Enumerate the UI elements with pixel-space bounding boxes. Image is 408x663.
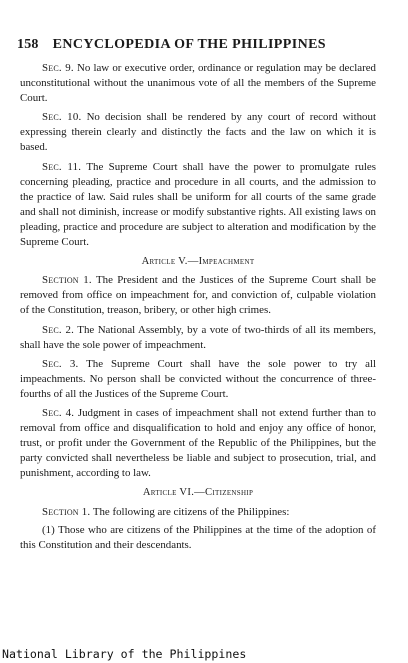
section-label: Sec. 9. [42,62,74,74]
section-paragraph [20,406,376,481]
page-header [17,35,397,53]
running-head: ENCYCLOPEDIA OF THE PHILIPPINES [52,37,326,52]
clause-label: (1) [42,523,55,536]
section-text: The Supreme Court shall have the power to promulgate rules concerning pleading, practice and procedure in all courts, and the admission to the practice of law. Said rules shall be uniform for all courts of the same grade and shall not diminish, increase or modify substantive rights. All existing laws on pleading, practice and procedure are subject to alteration and modification by the Supreme Court. [20,160,376,249]
section-text: The National Assembly, by a vote of two-thirds of all its members, shall have the sole power of impeachment. [20,323,376,351]
section-label: Sec. 10. [42,111,82,124]
section-paragraph [20,505,376,520]
clause-paragraph [20,523,376,553]
article-title: —Citizenship [194,487,254,499]
section-label: Section 1. [42,505,91,518]
section-label: Sec. 3. [42,357,79,370]
section-text: The President and the Justices of the Supreme Court shall be removed from office on impeachment for, and conviction of, culpable violation of the Constitution, treason, bribery, or other high crimes. [20,274,377,317]
page-body [20,61,376,557]
section-label: Sec. 4. [42,406,75,419]
article-title: —Impeachment [187,256,255,268]
clause-text: Those who are citizens of the Philippines at the time of the adoption of this Constitution and their descendants. [20,523,377,551]
section-text: The Supreme Court shall have the sole power to try all impeachments. No person shall be convicted without the concurrence of three-fourths of all the Justices of the Supreme Court. [20,357,377,400]
section-text: No law or executive order, ordinance or regulation may be declared unconstitutional without the unanimous vote of all the members of the Supreme Court. [20,62,376,105]
section-paragraph [20,110,376,155]
section-paragraph [20,273,376,318]
article-number: Article VI. [142,487,195,499]
page-number: 158 [17,37,39,52]
section-text: No decision shall be rendered by any court of record without expressing therein clearly and distinctly the facts and the law on which it is based. [20,111,376,154]
section-paragraph [20,160,376,251]
library-watermark: National Library of the Philippines [2,647,247,661]
section-paragraph [20,357,376,402]
article-heading [20,485,376,500]
section-label: Sec. 2. [42,323,75,336]
section-label: Section 1. [42,274,92,287]
article-heading [20,254,376,269]
section-paragraph [20,323,376,353]
section-label: Sec. 11. [42,160,82,173]
section-text: Judgment in cases of impeachment shall not extend further than to removal from office and disqualification to hold and enjoy any office of honor, trust, or profit under the Government of the Republic of the Philippines, but the party convicted shall nevertheless be liable and subject to prosecution, trial, and punishment, according to law. [20,406,376,480]
section-paragraph [20,61,376,106]
section-text: The following are citizens of the Philippines: [92,505,290,518]
article-number: Article V. [141,256,188,268]
